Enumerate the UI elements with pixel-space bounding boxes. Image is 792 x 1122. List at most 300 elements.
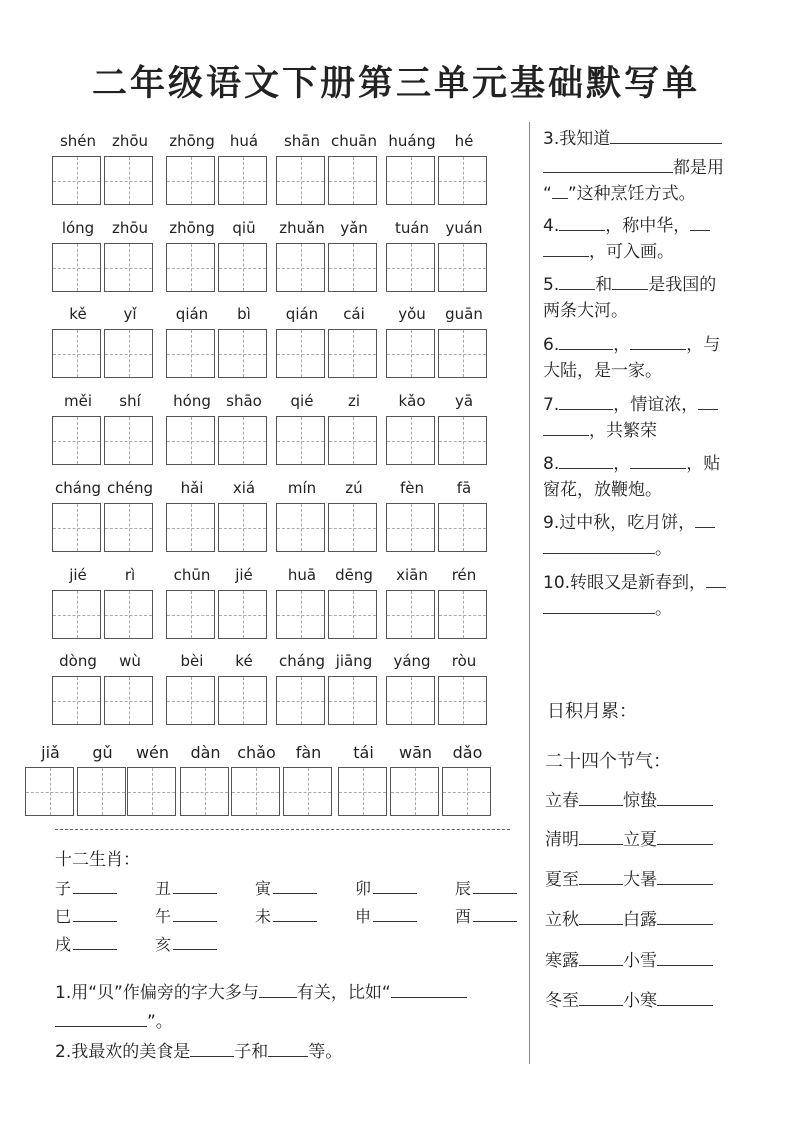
pinyin-syllable: cái bbox=[343, 305, 365, 323]
word-cell bbox=[386, 652, 490, 732]
box-guide-vertical bbox=[463, 591, 464, 638]
question-3-line-2 bbox=[543, 158, 724, 178]
writing-box[interactable] bbox=[328, 590, 377, 639]
zodiac-animal: 酉 bbox=[455, 907, 472, 926]
q3-text-b: 都是用 bbox=[673, 158, 724, 178]
box-guide-vertical bbox=[363, 768, 364, 815]
zodiac-blank[interactable] bbox=[273, 879, 317, 894]
q4-text-c: ，可入画。 bbox=[589, 242, 674, 262]
question-5-line-1 bbox=[543, 275, 716, 295]
q8-text-c: ，贴 bbox=[686, 454, 721, 474]
solar-term-blank[interactable] bbox=[579, 870, 623, 885]
q7-blank-3[interactable] bbox=[543, 421, 589, 436]
pinyin-row bbox=[52, 305, 492, 385]
zodiac-item bbox=[55, 904, 117, 927]
q6-blank-2[interactable] bbox=[630, 335, 686, 350]
pinyin-syllable: zhōng bbox=[169, 219, 215, 237]
zodiac-item bbox=[155, 876, 217, 899]
zodiac-item bbox=[155, 904, 217, 927]
q6-text-a: 6. bbox=[543, 335, 560, 355]
writing-box[interactable] bbox=[77, 767, 126, 816]
pinyin-row bbox=[52, 566, 492, 646]
zodiac-blank[interactable] bbox=[473, 907, 517, 922]
writing-box[interactable] bbox=[276, 676, 325, 725]
pinyin-row bbox=[52, 652, 492, 732]
box-guide-vertical bbox=[205, 768, 206, 815]
writing-box[interactable] bbox=[218, 503, 267, 552]
writing-box[interactable] bbox=[166, 590, 215, 639]
pinyin-syllable: gǔ bbox=[92, 743, 113, 762]
q3-text-c: “ bbox=[543, 184, 552, 204]
writing-box[interactable] bbox=[104, 156, 153, 205]
solar-term-blank[interactable] bbox=[579, 991, 623, 1006]
q3-blank-3[interactable] bbox=[552, 184, 568, 199]
pinyin-syllable: shí bbox=[119, 392, 141, 410]
pinyin-syllable: fā bbox=[456, 479, 472, 497]
zodiac-blank[interactable] bbox=[73, 935, 117, 950]
pinyin-syllable: jié bbox=[235, 566, 253, 584]
pinyin-syllable: shén bbox=[59, 132, 97, 150]
pinyin-syllable: qián bbox=[175, 305, 209, 323]
solar-term-blank[interactable] bbox=[657, 830, 713, 845]
box-guide-vertical bbox=[77, 330, 78, 377]
pinyin-syllable: huā bbox=[287, 566, 317, 584]
q7-text-b: ，情谊浓， bbox=[613, 395, 699, 415]
pinyin-syllable: dǎo bbox=[452, 743, 483, 762]
writing-box[interactable] bbox=[438, 243, 487, 292]
box-guide-vertical bbox=[77, 504, 78, 551]
question-2 bbox=[55, 1042, 342, 1062]
q1-text-b: 有关，比如“ bbox=[296, 983, 391, 1003]
pinyin-syllable: zhōu bbox=[111, 132, 149, 150]
zodiac-blank[interactable] bbox=[173, 907, 217, 922]
solar-term-row bbox=[545, 905, 713, 930]
q10-text-b: 。 bbox=[655, 599, 672, 619]
zodiac-blank[interactable] bbox=[173, 935, 217, 950]
pinyin-syllable: zú bbox=[345, 479, 363, 497]
writing-box[interactable] bbox=[276, 503, 325, 552]
question-4-line-1 bbox=[543, 216, 710, 236]
word-cell bbox=[276, 392, 380, 472]
q1-blank-3[interactable] bbox=[55, 1012, 147, 1027]
q1-blank-1[interactable] bbox=[259, 983, 297, 998]
writing-box[interactable] bbox=[438, 416, 487, 465]
pinyin-syllable: shāo bbox=[226, 392, 262, 410]
q2-text-a: 2.我最欢的美食是 bbox=[55, 1042, 191, 1062]
q6-text-b: ， bbox=[613, 335, 631, 355]
word-cell bbox=[276, 219, 380, 299]
pinyin-syllable: mín bbox=[287, 479, 317, 497]
zodiac-item bbox=[155, 932, 217, 955]
solar-term-blank[interactable] bbox=[579, 910, 623, 925]
q8-blank-2[interactable] bbox=[630, 454, 686, 469]
zodiac-item bbox=[255, 904, 317, 927]
writing-box[interactable] bbox=[390, 767, 439, 816]
writing-box[interactable] bbox=[438, 503, 487, 552]
q7-blank-2[interactable] bbox=[698, 395, 718, 410]
box-guide-vertical bbox=[102, 768, 103, 815]
pinyin-syllable: xiān bbox=[396, 566, 428, 584]
box-guide-vertical bbox=[129, 244, 130, 291]
box-guide-vertical bbox=[353, 244, 354, 291]
box-guide-vertical bbox=[191, 244, 192, 291]
solar-term: 寒露 bbox=[545, 951, 579, 971]
dashed-separator bbox=[55, 829, 510, 830]
pinyin-syllable: kǎo bbox=[398, 392, 426, 410]
writing-box[interactable] bbox=[218, 243, 267, 292]
writing-box[interactable] bbox=[438, 676, 487, 725]
writing-box[interactable] bbox=[438, 590, 487, 639]
zodiac-blank[interactable] bbox=[373, 907, 417, 922]
question-6-line-1 bbox=[543, 335, 720, 355]
word-cell bbox=[276, 566, 380, 646]
q2-blank-2[interactable] bbox=[268, 1042, 308, 1057]
writing-box[interactable] bbox=[442, 767, 491, 816]
word-cell bbox=[166, 479, 270, 559]
solar-term-blank[interactable] bbox=[579, 951, 623, 966]
word-cell bbox=[276, 305, 380, 385]
writing-box[interactable] bbox=[104, 329, 153, 378]
word-cell bbox=[386, 219, 490, 299]
box-guide-vertical bbox=[129, 417, 130, 464]
solar-term: 冬至 bbox=[545, 991, 579, 1011]
pinyin-syllable: kě bbox=[69, 305, 87, 323]
pinyin-row bbox=[52, 219, 492, 299]
box-guide-vertical bbox=[243, 244, 244, 291]
q10-blank-1[interactable] bbox=[706, 573, 726, 588]
zodiac-item bbox=[355, 876, 417, 899]
zodiac-item bbox=[55, 876, 117, 899]
solar-term: 夏至 bbox=[545, 870, 579, 890]
zodiac-item bbox=[255, 876, 317, 899]
question-4-line-2 bbox=[543, 242, 674, 262]
writing-box[interactable] bbox=[166, 416, 215, 465]
word-cell bbox=[276, 132, 380, 212]
zodiac-item bbox=[55, 932, 117, 955]
box-guide-vertical bbox=[463, 157, 464, 204]
question-9-line-1 bbox=[543, 513, 715, 533]
writing-box[interactable] bbox=[52, 329, 101, 378]
writing-box[interactable] bbox=[104, 243, 153, 292]
writing-box[interactable] bbox=[386, 329, 435, 378]
q7-text-a: 7. bbox=[543, 395, 560, 415]
writing-box[interactable] bbox=[386, 156, 435, 205]
pinyin-syllable: zi bbox=[347, 392, 361, 410]
pinyin-syllable: shān bbox=[283, 132, 321, 150]
pinyin-syllable: měi bbox=[63, 392, 92, 410]
writing-box[interactable] bbox=[52, 156, 101, 205]
writing-box[interactable] bbox=[276, 590, 325, 639]
writing-box[interactable] bbox=[328, 416, 377, 465]
box-guide-vertical bbox=[243, 504, 244, 551]
writing-box[interactable] bbox=[328, 676, 377, 725]
solar-term-row bbox=[545, 946, 713, 971]
box-guide-vertical bbox=[243, 677, 244, 724]
question-1-line-2 bbox=[55, 1012, 173, 1032]
writing-box[interactable] bbox=[283, 767, 332, 816]
solar-term-blank[interactable] bbox=[657, 870, 713, 885]
box-guide-vertical bbox=[463, 677, 464, 724]
word-cell bbox=[386, 566, 490, 646]
solar-term-blank[interactable] bbox=[657, 910, 713, 925]
zodiac-animal: 子 bbox=[55, 879, 72, 898]
box-guide-vertical bbox=[191, 504, 192, 551]
box-guide-vertical bbox=[191, 157, 192, 204]
writing-box[interactable] bbox=[338, 767, 387, 816]
q5-blank-1[interactable] bbox=[559, 275, 595, 290]
pinyin-syllable: ké bbox=[235, 652, 253, 670]
question-1-line-1 bbox=[55, 983, 467, 1003]
box-guide-vertical bbox=[50, 768, 51, 815]
writing-box[interactable] bbox=[386, 676, 435, 725]
question-8-line-2: 窗花，放鞭炮。 bbox=[543, 480, 662, 500]
word-cell bbox=[52, 392, 156, 472]
q3-text-a: 3.我知道 bbox=[543, 129, 611, 149]
daily-heading: 日积月累： bbox=[547, 701, 637, 722]
zodiac-item bbox=[455, 904, 517, 927]
q2-text-c: 等。 bbox=[308, 1042, 343, 1062]
writing-box[interactable] bbox=[276, 416, 325, 465]
writing-box[interactable] bbox=[218, 329, 267, 378]
writing-box[interactable] bbox=[328, 156, 377, 205]
solar-term-row bbox=[545, 986, 713, 1011]
pinyin-syllable: rì bbox=[124, 566, 136, 584]
pinyin-syllable: yǒu bbox=[398, 305, 426, 323]
word-cell bbox=[386, 392, 490, 472]
q10-blank-2[interactable] bbox=[543, 599, 655, 614]
writing-box[interactable] bbox=[52, 243, 101, 292]
q3-text-d: ”这种烹饪方式。 bbox=[567, 184, 696, 204]
word-cell bbox=[386, 132, 490, 212]
writing-box[interactable] bbox=[166, 329, 215, 378]
writing-box[interactable] bbox=[276, 156, 325, 205]
pinyin-syllable: xiá bbox=[232, 479, 256, 497]
pinyin-row bbox=[52, 479, 492, 559]
writing-box[interactable] bbox=[276, 329, 325, 378]
box-guide-vertical bbox=[191, 591, 192, 638]
word-cell bbox=[166, 392, 270, 472]
word-cell bbox=[276, 479, 380, 559]
box-guide-vertical bbox=[467, 768, 468, 815]
writing-box[interactable] bbox=[52, 503, 101, 552]
pinyin-syllable: chéng bbox=[106, 479, 153, 497]
word-cell bbox=[52, 305, 156, 385]
question-5-line-2: 两条大河。 bbox=[543, 301, 628, 321]
writing-box[interactable] bbox=[386, 243, 435, 292]
writing-box[interactable] bbox=[218, 590, 267, 639]
word-cell bbox=[52, 479, 156, 559]
q1-text-c: ”。 bbox=[147, 1012, 173, 1032]
solar-term: 惊蛰 bbox=[623, 791, 657, 811]
zodiac-animal: 卯 bbox=[355, 879, 372, 898]
writing-box[interactable] bbox=[328, 329, 377, 378]
pinyin-syllable: hé bbox=[454, 132, 474, 150]
pinyin-syllable: wén bbox=[135, 743, 170, 762]
box-guide-vertical bbox=[77, 417, 78, 464]
question-8-line-1 bbox=[543, 454, 720, 474]
box-guide-vertical bbox=[243, 157, 244, 204]
question-7-line-1 bbox=[543, 395, 718, 415]
solar-terms-heading: 二十四个节气： bbox=[545, 751, 671, 772]
writing-box[interactable] bbox=[438, 329, 487, 378]
writing-box[interactable] bbox=[166, 676, 215, 725]
box-guide-vertical bbox=[301, 417, 302, 464]
solar-term-blank[interactable] bbox=[579, 830, 623, 845]
box-guide-vertical bbox=[77, 157, 78, 204]
pinyin-syllable: hǎi bbox=[180, 479, 204, 497]
writing-box[interactable] bbox=[328, 243, 377, 292]
writing-box[interactable] bbox=[52, 676, 101, 725]
box-guide-vertical bbox=[411, 417, 412, 464]
writing-box[interactable] bbox=[218, 676, 267, 725]
pinyin-syllable: cháng bbox=[55, 479, 101, 497]
q4-blank-1[interactable] bbox=[559, 216, 605, 231]
pinyin-syllable: qié bbox=[290, 392, 314, 410]
solar-term-blank[interactable] bbox=[657, 991, 713, 1006]
box-guide-vertical bbox=[411, 591, 412, 638]
q4-blank-3[interactable] bbox=[543, 242, 589, 257]
word-cell bbox=[52, 566, 156, 646]
q9-blank-1[interactable] bbox=[695, 513, 715, 528]
box-guide-vertical bbox=[411, 677, 412, 724]
q8-blank-1[interactable] bbox=[559, 454, 613, 469]
solar-term-row bbox=[545, 825, 713, 850]
box-guide-vertical bbox=[463, 244, 464, 291]
solar-term: 立秋 bbox=[545, 910, 579, 930]
pinyin-syllable: chūn bbox=[173, 566, 211, 584]
q2-blank-1[interactable] bbox=[190, 1042, 234, 1057]
box-guide-vertical bbox=[129, 677, 130, 724]
zodiac-item bbox=[455, 876, 517, 899]
box-guide-vertical bbox=[243, 591, 244, 638]
question-3-line-3 bbox=[543, 184, 696, 204]
zodiac-blank[interactable] bbox=[373, 879, 417, 894]
writing-box[interactable] bbox=[218, 156, 267, 205]
box-guide-vertical bbox=[411, 330, 412, 377]
zodiac-animal: 寅 bbox=[255, 879, 272, 898]
box-guide-vertical bbox=[353, 417, 354, 464]
box-guide-vertical bbox=[256, 768, 257, 815]
q9-blank-2[interactable] bbox=[543, 539, 655, 554]
writing-box[interactable] bbox=[104, 590, 153, 639]
word-cell bbox=[276, 652, 380, 732]
solar-term: 小雪 bbox=[623, 951, 657, 971]
writing-box[interactable] bbox=[386, 503, 435, 552]
box-guide-vertical bbox=[353, 504, 354, 551]
box-guide-vertical bbox=[301, 244, 302, 291]
pinyin-syllable: dàn bbox=[190, 743, 221, 762]
q5-text-c: 是我国的 bbox=[648, 275, 717, 295]
box-guide-vertical bbox=[301, 157, 302, 204]
box-guide-vertical bbox=[152, 768, 153, 815]
box-guide-vertical bbox=[129, 330, 130, 377]
q5-blank-2[interactable] bbox=[612, 275, 648, 290]
solar-term: 小寒 bbox=[623, 991, 657, 1011]
writing-box[interactable] bbox=[104, 416, 153, 465]
question-10-line-2 bbox=[543, 599, 672, 619]
page-title: 二年级语文下册第三单元基础默写单 bbox=[91, 64, 700, 104]
box-guide-vertical bbox=[129, 591, 130, 638]
writing-box[interactable] bbox=[52, 590, 101, 639]
writing-box[interactable] bbox=[25, 767, 74, 816]
writing-box[interactable] bbox=[166, 156, 215, 205]
q6-blank-1[interactable] bbox=[559, 335, 613, 350]
box-guide-vertical bbox=[463, 417, 464, 464]
q6-text-c: ，与 bbox=[686, 335, 721, 355]
writing-box[interactable] bbox=[166, 243, 215, 292]
pinyin-syllable: fèn bbox=[399, 479, 425, 497]
q9-text-b: 。 bbox=[655, 539, 672, 559]
pinyin-row bbox=[52, 132, 492, 212]
zodiac-blank[interactable] bbox=[73, 879, 117, 894]
pinyin-syllable: zhuǎn bbox=[279, 219, 325, 237]
writing-box[interactable] bbox=[127, 767, 176, 816]
writing-box[interactable] bbox=[276, 243, 325, 292]
q3-blank-1[interactable] bbox=[610, 129, 722, 144]
zodiac-animal: 辰 bbox=[455, 879, 472, 898]
zodiac-blank[interactable] bbox=[173, 879, 217, 894]
q4-blank-2[interactable] bbox=[690, 216, 710, 231]
pinyin-syllable: yā bbox=[454, 392, 474, 410]
box-guide-vertical bbox=[243, 330, 244, 377]
pinyin-syllable: yáng bbox=[393, 652, 431, 670]
pinyin-syllable: zhōu bbox=[111, 219, 149, 237]
pinyin-syllable: wù bbox=[119, 652, 141, 670]
q1-blank-2[interactable] bbox=[391, 983, 467, 998]
solar-term-blank[interactable] bbox=[579, 791, 623, 806]
writing-box[interactable] bbox=[104, 503, 153, 552]
zodiac-blank[interactable] bbox=[473, 879, 517, 894]
box-guide-vertical bbox=[353, 591, 354, 638]
word-cell bbox=[52, 219, 156, 299]
word-cell bbox=[386, 305, 490, 385]
box-guide-vertical bbox=[77, 244, 78, 291]
writing-box[interactable] bbox=[218, 416, 267, 465]
pinyin-last-row bbox=[25, 743, 495, 818]
solar-term-blank[interactable] bbox=[657, 791, 713, 806]
solar-term-blank[interactable] bbox=[657, 951, 713, 966]
q3-blank-2[interactable] bbox=[543, 158, 673, 173]
writing-box[interactable] bbox=[438, 156, 487, 205]
writing-box[interactable] bbox=[52, 416, 101, 465]
pinyin-syllable: yǎn bbox=[340, 219, 368, 237]
box-guide-vertical bbox=[415, 768, 416, 815]
pinyin-syllable: dēng bbox=[335, 566, 373, 584]
zodiac-animal: 未 bbox=[255, 907, 272, 926]
writing-box[interactable] bbox=[231, 767, 280, 816]
writing-box[interactable] bbox=[104, 676, 153, 725]
writing-box[interactable] bbox=[328, 503, 377, 552]
zodiac-blank[interactable] bbox=[273, 907, 317, 922]
q7-blank-1[interactable] bbox=[559, 395, 613, 410]
writing-box[interactable] bbox=[386, 416, 435, 465]
zodiac-blank[interactable] bbox=[73, 907, 117, 922]
word-cell bbox=[166, 219, 270, 299]
writing-box[interactable] bbox=[386, 590, 435, 639]
box-guide-vertical bbox=[411, 244, 412, 291]
pinyin-syllable: chǎo bbox=[237, 743, 276, 762]
pinyin-syllable: lóng bbox=[61, 219, 95, 237]
word-cell bbox=[166, 652, 270, 732]
word-cell bbox=[166, 132, 270, 212]
box-guide-vertical bbox=[243, 417, 244, 464]
q10-text-a: 10.转眼又是新春到， bbox=[543, 573, 707, 593]
pinyin-syllable: qiū bbox=[232, 219, 256, 237]
writing-box[interactable] bbox=[166, 503, 215, 552]
q4-text-b: ，称中华， bbox=[605, 216, 691, 236]
writing-box[interactable] bbox=[180, 767, 229, 816]
box-guide-vertical bbox=[463, 504, 464, 551]
